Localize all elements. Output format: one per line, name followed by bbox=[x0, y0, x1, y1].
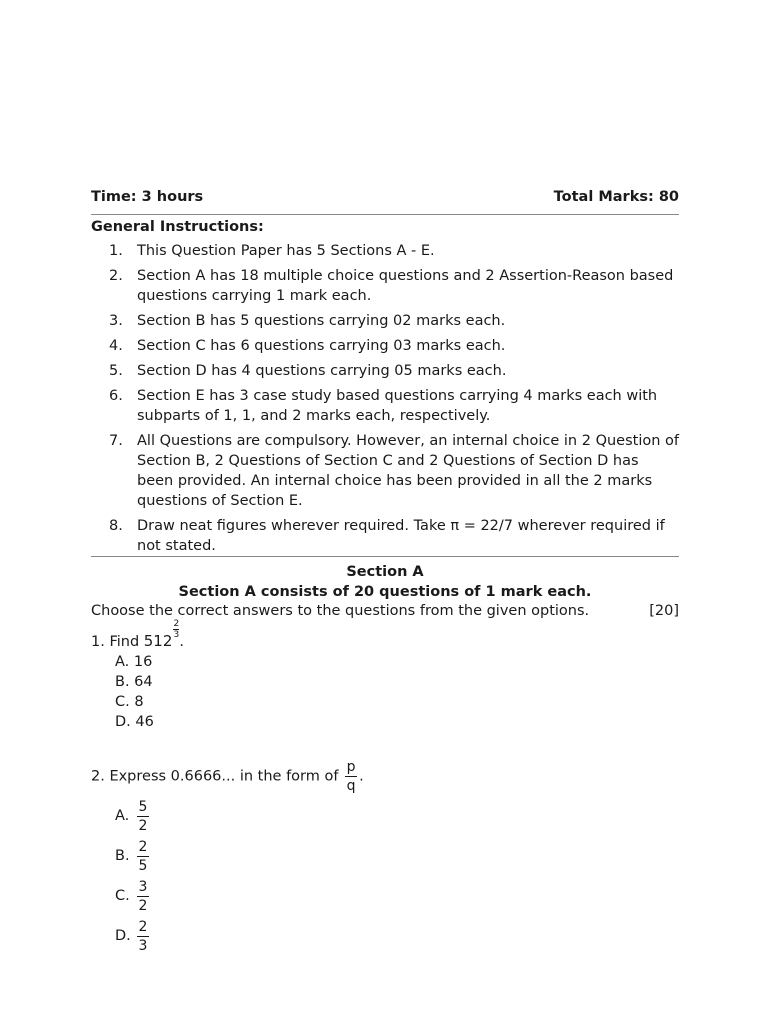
option-label: D. bbox=[115, 928, 131, 944]
time-label: Time: 3 hours bbox=[91, 189, 204, 205]
instructions-list bbox=[91, 241, 679, 561]
option-b: B. 64 bbox=[115, 674, 153, 690]
instruction-item bbox=[91, 336, 679, 356]
instruction-text: This Question Paper has 5 Sections A - E. bbox=[137, 243, 435, 259]
fraction-denominator: 2 bbox=[138, 897, 148, 914]
instruction-item bbox=[91, 431, 679, 511]
fraction-denominator: 3 bbox=[138, 937, 148, 954]
instruction-number: 5. bbox=[109, 363, 123, 379]
instruction-number: 1. bbox=[109, 243, 123, 259]
fraction-bar bbox=[137, 896, 149, 897]
header-divider bbox=[91, 214, 679, 215]
fraction-bar bbox=[345, 776, 357, 777]
option-fraction bbox=[137, 879, 149, 914]
fraction-bar bbox=[137, 936, 149, 937]
instruction-text: Section D has 4 questions carrying 05 marks each. bbox=[137, 363, 507, 379]
fraction-numerator: 2 bbox=[138, 838, 148, 855]
instruction-item bbox=[91, 241, 679, 261]
exponent-numerator: 2 bbox=[173, 619, 180, 629]
total-marks-label: Total Marks: 80 bbox=[553, 189, 679, 205]
question-2 bbox=[91, 759, 364, 794]
option-fraction bbox=[137, 839, 149, 874]
option-fraction bbox=[137, 919, 149, 954]
option-c: C. 8 bbox=[115, 694, 144, 710]
option-label: B. bbox=[115, 848, 130, 864]
exponent-denominator: 3 bbox=[173, 630, 180, 640]
fraction-numerator: 3 bbox=[138, 878, 148, 895]
section-divider bbox=[91, 556, 679, 557]
instruction-text: All Questions are compulsory. However, an internal choice in 2 Question of Section B, 2 Questions of Section C and 2 Questions of Section D has been provided. An internal choice has been provided in all the 2 marks questions of Section E. bbox=[137, 433, 680, 509]
option-d: D. 46 bbox=[115, 714, 154, 730]
fraction-denominator: 5 bbox=[138, 857, 148, 874]
instruction-number: 7. bbox=[109, 433, 123, 449]
instruction-text: Section E has 3 case study based questions carrying 4 marks each with subparts of 1, 1, and 2 marks each, respectively. bbox=[137, 388, 658, 424]
fraction-denominator: q bbox=[346, 778, 356, 794]
option-c bbox=[115, 876, 151, 916]
instruction-number: 2. bbox=[109, 268, 123, 284]
option-b bbox=[115, 836, 151, 876]
section-instruction-row bbox=[91, 603, 679, 619]
fraction-bar bbox=[137, 816, 149, 817]
section-marks: [20] bbox=[649, 603, 679, 619]
option-label: C. bbox=[115, 888, 130, 904]
instruction-text: Section C has 6 questions carrying 03 marks each. bbox=[137, 338, 506, 354]
option-d bbox=[115, 916, 151, 956]
fraction-denominator: 2 bbox=[138, 817, 148, 834]
instruction-number: 3. bbox=[109, 313, 123, 329]
option-label: A. bbox=[115, 808, 130, 824]
fraction-numerator: 5 bbox=[138, 798, 148, 815]
option-a: A. 16 bbox=[115, 654, 153, 670]
fraction-bar bbox=[137, 856, 149, 857]
question-2-prefix: 2. Express 0.6666... in the form of bbox=[91, 768, 339, 785]
fraction-numerator: 2 bbox=[138, 918, 148, 935]
instruction-number: 4. bbox=[109, 338, 123, 354]
instruction-text: Section B has 5 questions carrying 02 marks each. bbox=[137, 313, 506, 329]
instruction-number: 8. bbox=[109, 518, 123, 534]
question-2-options bbox=[115, 796, 151, 956]
section-instruction: Choose the correct answers to the questions from the given options. bbox=[91, 603, 590, 619]
question-1-options bbox=[115, 652, 154, 732]
instruction-item bbox=[91, 311, 679, 331]
question-2-suffix: . bbox=[359, 768, 364, 785]
instruction-item bbox=[91, 516, 679, 556]
section-title: Section A bbox=[346, 564, 424, 580]
instruction-number: 6. bbox=[109, 388, 123, 404]
option-a bbox=[115, 796, 151, 836]
instruction-item bbox=[91, 266, 679, 306]
instruction-item bbox=[91, 361, 679, 381]
instruction-item bbox=[91, 386, 679, 426]
question-1-prefix: 1. Find bbox=[91, 634, 140, 650]
question-1-suffix: . bbox=[179, 634, 185, 650]
general-instructions-title: General Instructions: bbox=[91, 219, 264, 235]
question-1-exponent bbox=[173, 620, 179, 639]
option-fraction bbox=[137, 799, 149, 834]
question-1 bbox=[91, 619, 185, 651]
question-1-base: 512 bbox=[143, 632, 173, 650]
fraction-numerator: p bbox=[346, 759, 356, 775]
question-2-fraction bbox=[345, 759, 357, 794]
instruction-text: Section A has 18 multiple choice questions and 2 Assertion-Reason based questions carrying 1 mark each. bbox=[137, 268, 674, 304]
instruction-text: Draw neat figures wherever required. Take π = 22/7 wherever required if not stated. bbox=[137, 518, 665, 554]
section-subtitle: Section A consists of 20 questions of 1 mark each. bbox=[178, 584, 592, 600]
